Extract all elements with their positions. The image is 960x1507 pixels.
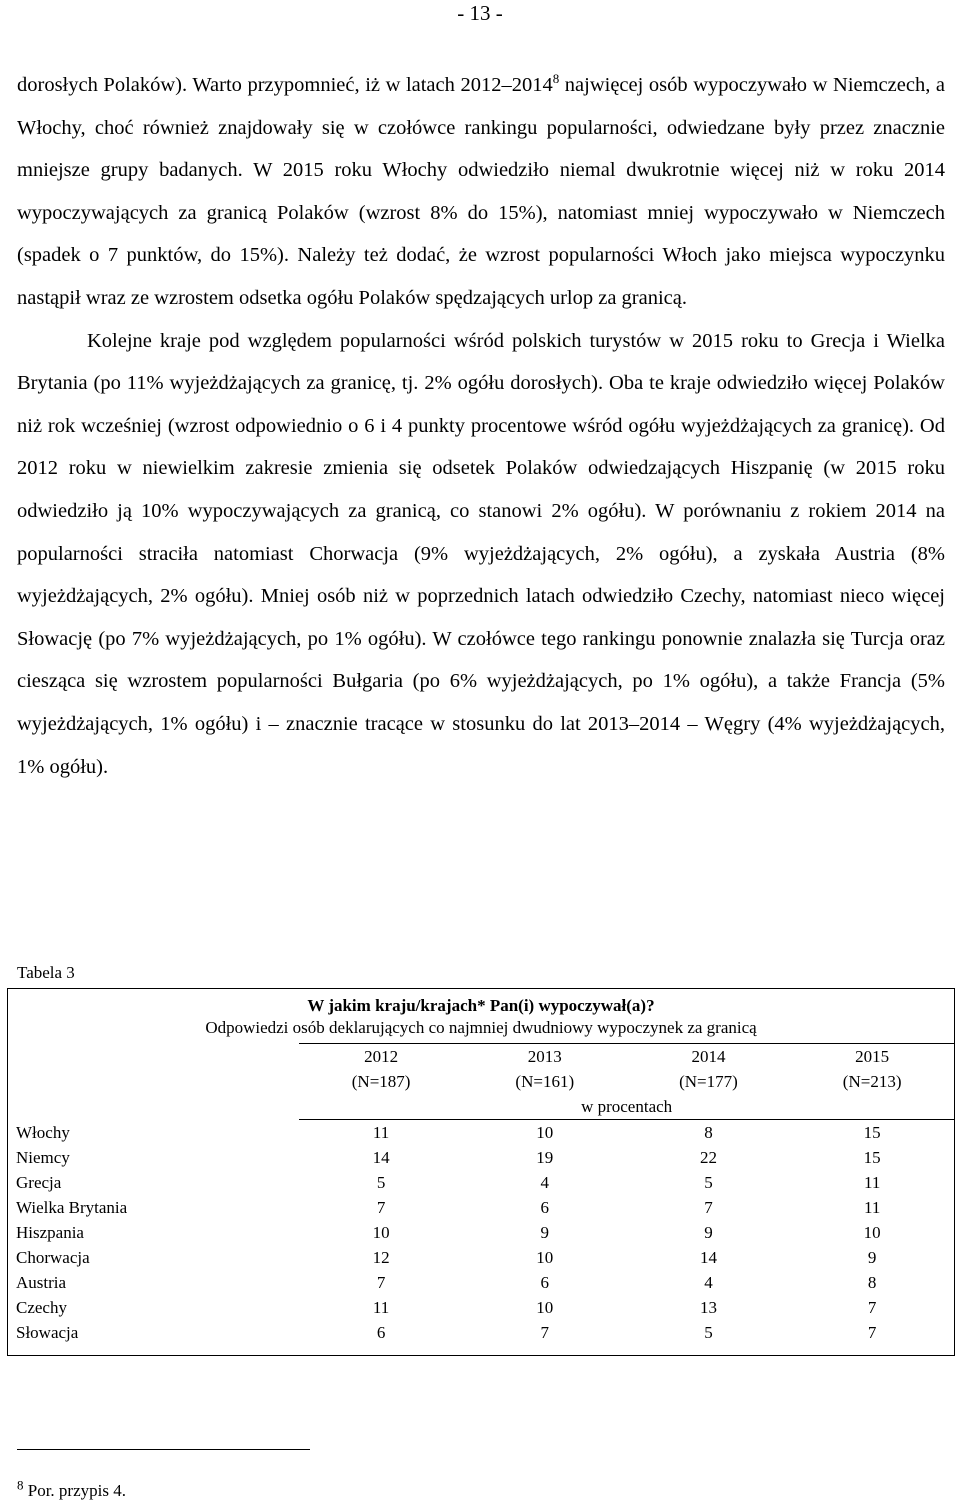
percent-value: 7 bbox=[376, 1273, 386, 1292]
percent-value: 14 bbox=[699, 1248, 717, 1267]
header-empty bbox=[8, 1044, 299, 1070]
percent-value: 11 bbox=[372, 1298, 390, 1317]
percent-value: 14 bbox=[372, 1148, 390, 1167]
footnote-separator bbox=[17, 1449, 310, 1450]
country-name: Hiszpania bbox=[16, 1223, 84, 1242]
percent-value: 9 bbox=[540, 1223, 550, 1242]
page-number: - 13 - bbox=[457, 1, 503, 25]
percent-value: 10 bbox=[536, 1123, 554, 1142]
percent-value: 4 bbox=[540, 1173, 550, 1192]
country-name: Czechy bbox=[16, 1298, 67, 1317]
paragraph-1 bbox=[17, 64, 945, 320]
paragraph-2: Kolejne kraje pod względem popularności wśród polskich turystów w 2015 roku to Grecja i Wielka Brytania (po 11% wyjeżdżających za granicę, tj. 2% ogółu dorosłych). Oba te kraje odwiedziło więcej Polaków niż rok wcześniej (wzrost odpowiednio o 6 i 4 punkty procentowe wśród ogółu wyjeżdżających za granicę). Od 2012 roku w niewielkim zakresie zmienia się odsetek Polaków odwiedzających Hiszpanię (w 2015 roku odwiedziło ją 10% wypoczywających za granicą, co stanowi 2% ogółu). W porównaniu z rokiem 2014 na popularności straciła natomiast Chorwacja (9% wyjeżdżających, 2% ogółu), a zyskała Austria (8% wyjeżdżających, 2% ogółu). Mniej osób niż w poprzednich latach odwiedziło Czechy, natomiast nieco więcej Słowację (po 7% wyjeżdżających, po 1% ogółu). W czołówce tego rankingu ponownie znalazła się Turcja oraz ciesząca się wzrostem popularności Bułgaria (po 6% wyjeżdżających, po 1% ogółu), a także Francja (5% wyjeżdżających, 1% ogółu) i – znacznie tracące w stosunku do lat 2013–2014 – Węgry (4% wyjeżdżających, 1% ogółu). bbox=[17, 329, 945, 778]
percent-value: 10 bbox=[863, 1223, 881, 1242]
header-empty bbox=[8, 1069, 299, 1094]
year-header: 2014 bbox=[627, 1044, 791, 1070]
year-header: 2015 bbox=[790, 1044, 954, 1070]
table-row bbox=[8, 1295, 954, 1320]
percent-value: 5 bbox=[376, 1173, 386, 1192]
unit-label: w procentach bbox=[299, 1094, 954, 1120]
percent-value: 5 bbox=[704, 1323, 713, 1342]
table-row bbox=[8, 1320, 954, 1345]
percent-value: 7 bbox=[867, 1298, 877, 1317]
country-name: Wielka Brytania bbox=[16, 1198, 128, 1217]
country-name: Słowacja bbox=[16, 1323, 79, 1342]
table-row bbox=[8, 1245, 954, 1270]
country-name: Grecja bbox=[16, 1173, 62, 1192]
table-question: W jakim kraju/krajach* Pan(i) wypoczywał(a)? bbox=[307, 996, 655, 1015]
table-row bbox=[8, 1270, 954, 1295]
body-text bbox=[17, 64, 945, 788]
percent-value: 10 bbox=[536, 1248, 554, 1267]
percent-value: 11 bbox=[372, 1123, 390, 1142]
percent-value: 7 bbox=[376, 1198, 386, 1217]
percent-value: 4 bbox=[704, 1273, 713, 1292]
footnote bbox=[17, 1477, 126, 1502]
year-header: 2013 bbox=[463, 1044, 627, 1070]
year-header: 2012 bbox=[299, 1044, 463, 1070]
percent-value: 5 bbox=[704, 1173, 713, 1192]
sample-size: (N=213) bbox=[842, 1072, 902, 1091]
percent-value: 13 bbox=[699, 1298, 717, 1317]
percent-value: 11 bbox=[863, 1198, 881, 1217]
percent-value: 7 bbox=[540, 1323, 550, 1342]
paragraph-1-start: dorosłych Polaków). Warto przypomnieć, iż w latach 2012–2014 bbox=[17, 74, 553, 96]
country-name: Włochy bbox=[16, 1122, 70, 1142]
percent-value: 22 bbox=[699, 1148, 717, 1167]
sample-size: (N=161) bbox=[515, 1072, 575, 1091]
table-row bbox=[8, 1170, 954, 1195]
percent-value: 12 bbox=[372, 1248, 390, 1267]
sample-size: (N=187) bbox=[351, 1072, 411, 1091]
country-name: Chorwacja bbox=[16, 1248, 90, 1267]
percent-value: 19 bbox=[536, 1148, 554, 1167]
percent-value: 9 bbox=[867, 1248, 877, 1267]
percent-value: 7 bbox=[704, 1198, 713, 1217]
percent-value: 15 bbox=[863, 1148, 881, 1167]
percent-value: 9 bbox=[704, 1223, 713, 1242]
table-row bbox=[8, 1145, 954, 1170]
paragraph-1-rest: najwięcej osób wypoczywało w Niemczech, a Włochy, choć również znajdowały się w czołówce rankingu popularności, odwiedzane były przez znacznie mniejsze grupy badanych. W 2015 roku Włochy odwiedziło niemal dwukrotnie więcej niż w roku 2014 wypoczywających za granicą Polaków (wzrost 8% do 15%), natomiast mniej wypoczywało w Niemczech (spadek o 7 punktów, do 15%). Należy też dodać, że wzrost popularności Włoch jako miejsca wypoczynku nastąpił wraz ze wzrostem odsetka ogółu Polaków spędzających urlop za granicą. bbox=[17, 74, 945, 309]
percent-value: 8 bbox=[867, 1273, 877, 1292]
percent-value: 6 bbox=[376, 1323, 386, 1342]
table-row bbox=[8, 1120, 954, 1146]
table-subtitle: Odpowiedzi osób deklarujących co najmniej dwudniowy wypoczynek za granicą bbox=[205, 1018, 757, 1037]
percent-value: 6 bbox=[540, 1273, 550, 1292]
percent-value: 7 bbox=[867, 1323, 877, 1342]
footnote-mark: 8 bbox=[17, 1477, 24, 1493]
footnote-ref[interactable]: 8 bbox=[552, 71, 560, 87]
percent-value: 15 bbox=[863, 1123, 881, 1142]
country-name: Niemcy bbox=[16, 1148, 70, 1167]
country-name: Austria bbox=[16, 1273, 67, 1292]
data-table bbox=[7, 988, 955, 1356]
footnote-text: Por. przypis 4. bbox=[23, 1481, 126, 1500]
table-row bbox=[8, 1195, 954, 1220]
percent-value: 10 bbox=[536, 1298, 554, 1317]
percent-value: 11 bbox=[863, 1173, 881, 1192]
table-caption: Tabela 3 bbox=[17, 963, 75, 982]
percent-value: 8 bbox=[704, 1123, 713, 1142]
sample-size: (N=177) bbox=[679, 1072, 738, 1091]
percent-value: 6 bbox=[540, 1198, 550, 1217]
table-row bbox=[8, 1220, 954, 1245]
header-empty bbox=[8, 1094, 299, 1120]
percent-value: 10 bbox=[372, 1223, 390, 1242]
